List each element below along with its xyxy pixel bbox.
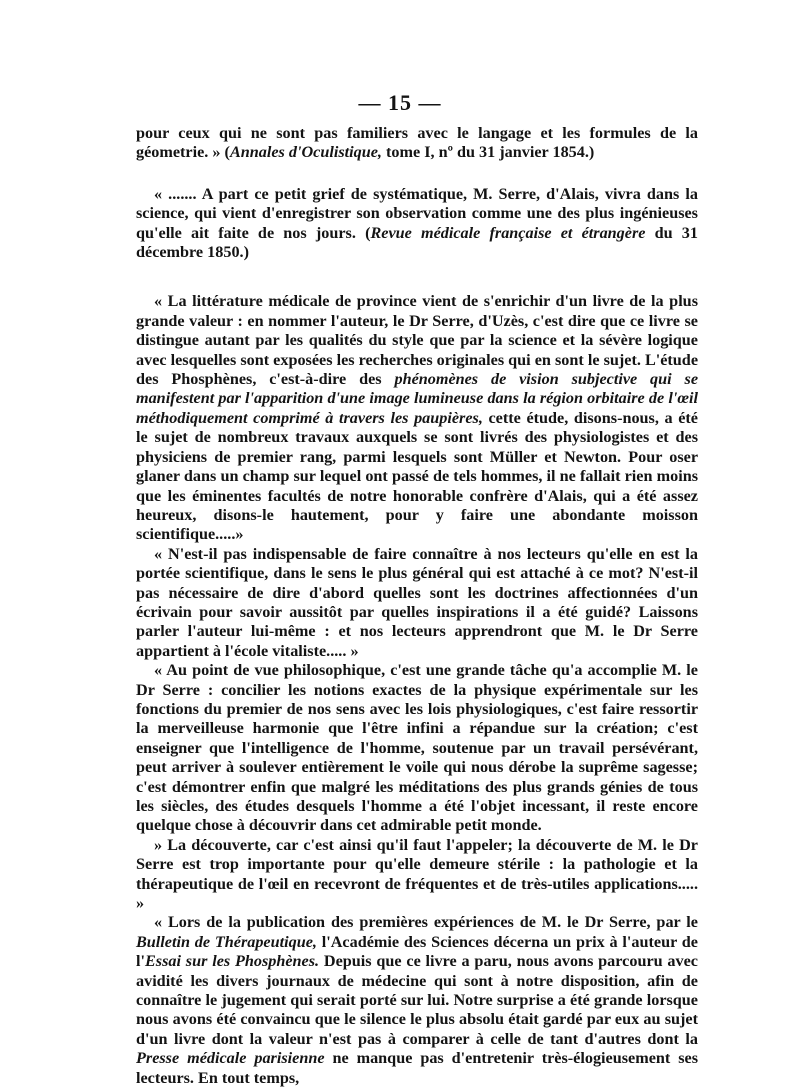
paragraph-decouverte bbox=[136, 836, 698, 914]
text-segment: « Au point de vue philosophique, c'est une grande tâche qu'a accomplie M. le Dr Serre : concilier les notions exactes de la physique expérimentale sur les fonctions du premier de nos sens avec les lois physiologiques, c'est faire ressortir la merveilleuse harmonie que l'être infini a répandue sur la création; c'est enseigner que l'intelligence de l'homme, soutenue par un travail persévérant, peut arriver à soulever entièrement le voile qui nous dérobe la suprême sagesse; c'est démontrer enfin que malgré les méditations des plus grands génies de tous les siècles, des études desquels l'homme a été l'objet incessant, il reste encore quelque chose à découvrir dans cet admirable petit monde. bbox=[136, 661, 698, 835]
text-segment: ne manque pas d'entretenir très-élogieusement ses lecteurs. En tout temps, bbox=[136, 1049, 699, 1087]
text-segment: « N'est-il pas indispensable de faire connaître à nos lecteurs qu'elle en est la portée scientifique, dans le sens le plus général qui est attaché à ce mot? N'est-il pas nécessaire de dire d'abord quelles sont les doctrines affectionnées d'un écrivain pour savoir aussitôt par quelles inspirations il a été guidé? Laissons parler l'auteur lui-même : et nos lecteurs apprendront que M. le Dr Serre appartient à l'école vitaliste..... » bbox=[136, 544, 698, 660]
paragraph-portee-scientifique bbox=[136, 545, 698, 661]
paragraph-revue-medicale bbox=[136, 185, 698, 263]
paragraph-point-de-vue-philosophique bbox=[136, 661, 698, 836]
italic-text-segment: Essai sur les Phosphènes. bbox=[145, 952, 320, 971]
text-segment: « La littérature médicale de province vient de s'enrichir d'un livre de la plus grande valeur : en nommer l'auteur, le Dr Serre, d'Uzès, c'est dire que ce livre se distingue autant par les qualités du style que par la science et la sévère logique avec lesquelles sont exposées les recherches originales qui en sont le sujet. L'étude des Phosphènes, c'est-à-dire des bbox=[136, 292, 698, 389]
body-text bbox=[136, 124, 698, 1088]
italic-text-segment: Revue médicale française et étrangère bbox=[370, 223, 646, 242]
text-segment: cette étude, disons-nous, a été le sujet de nombreux travaux auxquels se sont livrés des physiologistes et des physiciens de premier rang, parmi lesquels sont Müller et Newton. Pour oser glaner dans un champ sur lequel ont passé de tels hommes, il ne fallait rien moins que les éminentes facultés de notre honorable confrère d'Alais, qui a été assez heureux, disons-le hautement, pour y faire une abondante moisson scientifique.....» bbox=[136, 408, 698, 544]
text-segment: « Lors de la publication des premières expériences de M. le Dr Serre, par le bbox=[154, 913, 698, 932]
italic-text-segment: Bulletin de Thérapeutique, bbox=[136, 932, 317, 951]
text-segment: du 31 décembre 1850.) bbox=[136, 223, 698, 262]
page-number: — 15 — bbox=[358, 90, 442, 115]
paragraph-annales bbox=[136, 124, 698, 163]
text-segment: « ....... A part ce petit grief de systématique, M. Serre, d'Alais, vivra dans la science, qui vient d'enregistrer son observation comme une des plus ingénieuses qu'elle ait faite de nos jours. ( bbox=[136, 184, 698, 242]
paragraph-publication-experiences bbox=[136, 913, 698, 1088]
paragraph-litterature-medicale bbox=[136, 292, 698, 544]
italic-text-segment: Presse médicale parisienne bbox=[136, 1049, 325, 1068]
text-segment: l'Académie des Sciences décerna un prix à l'auteur de l' bbox=[136, 932, 698, 971]
text-segment: tome I, nº du 31 janvier 1854.) bbox=[381, 143, 595, 162]
text-segment: pour ceux qui ne sont pas familiers avec le langage et les formules de la géometrie. » ( bbox=[136, 124, 698, 162]
italic-text-segment: Annales d'Oculistique, bbox=[229, 143, 382, 162]
italic-text-segment: phénomènes de vision subjective qui se manifestent par l'apparition d'une image lumineuse dans la région orbitaire de l'œil méthodiquement comprimé à travers les paupières, bbox=[136, 370, 699, 427]
text-segment: Depuis que ce livre a paru, nous avons parcouru avec avidité les divers journaux de médecine qui sont à notre disposition, afin de connaître le jugement qui serait porté sur lui. Notre surprise a été grande lorsque nous avons été convaincu que le silence le plus absolu était gardé par eux au sujet d'un livre dont la valeur n'est pas à comparer à celle de tant d'autres dont la bbox=[136, 952, 698, 1048]
text-segment: » La découverte, car c'est ainsi qu'il faut l'appeler; la découverte de M. le Dr Serre est trop importante pour qu'elle demeure stérile : la pathologie et la thérapeutique de l'œil en recevront de fréquentes et de très-utiles applications..... » bbox=[136, 835, 698, 913]
